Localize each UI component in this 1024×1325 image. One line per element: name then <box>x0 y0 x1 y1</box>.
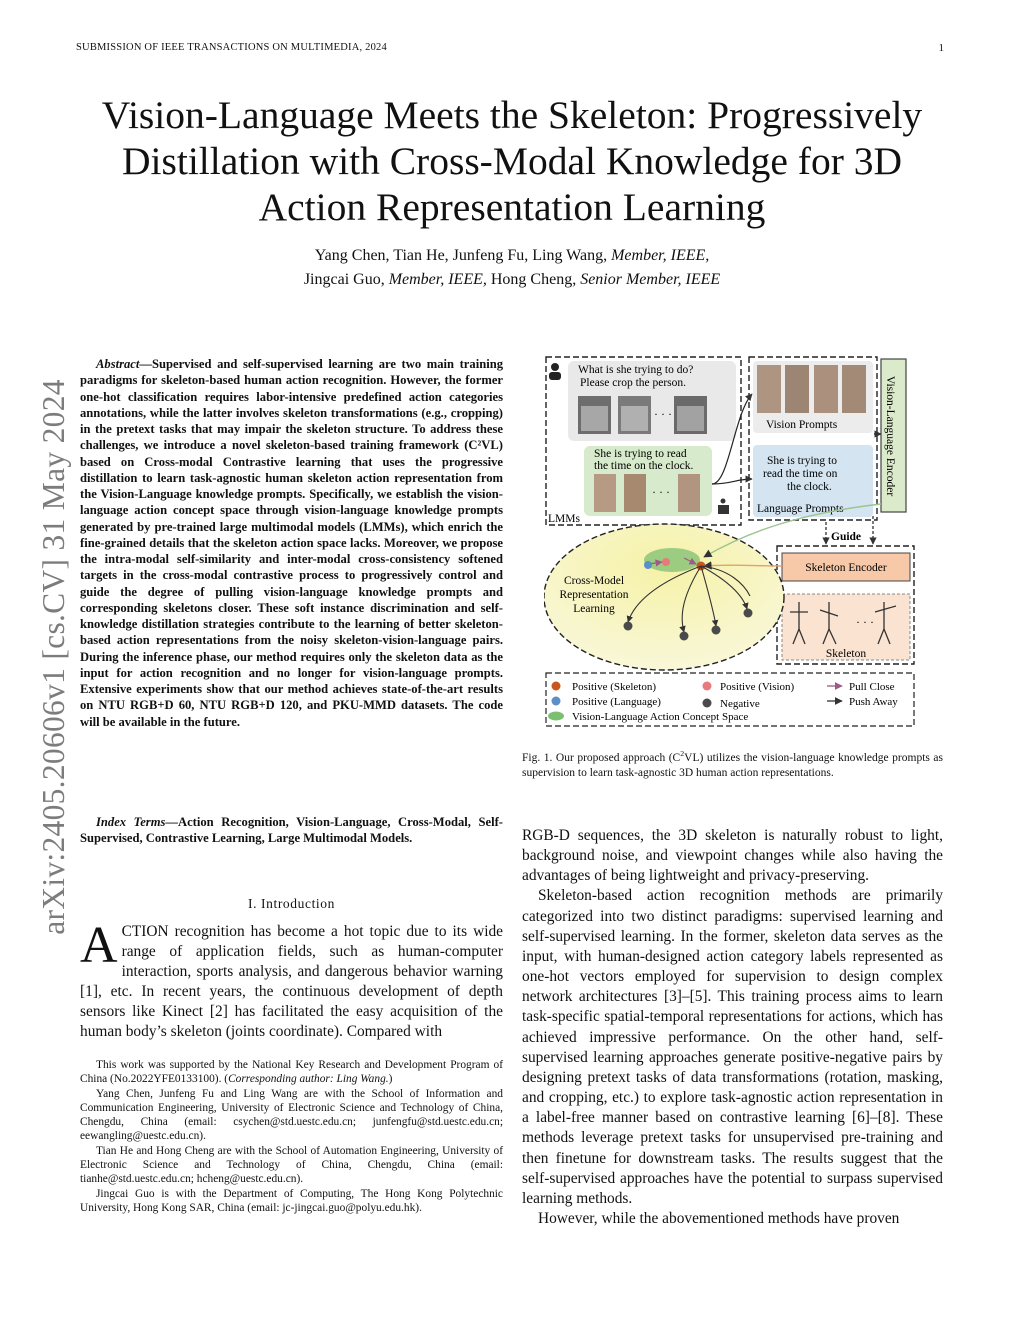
skeleton-label: Skeleton <box>825 648 867 660</box>
negative-node <box>744 609 753 618</box>
footnote-affiliation-3: Jingcai Guo is with the Department of Computing, The Hong Kong Polytechnic University, Hong Kong SAR, China (email: jc-jingcai.guo@polyu.edu.hk). <box>80 1187 503 1214</box>
cross-line-2: Representation <box>559 589 629 601</box>
section-heading: I. Introduction <box>248 896 335 911</box>
title-line-3: Action Representation Learning <box>258 185 766 229</box>
body-paragraph-2: Skeleton-based action recognition methods are primarily categorized into two distinct paradigms: supervised learning and self-supervised learning. In the former, skeleton data serves as the input, with human-designed action category labels represented as one-hot vectors employed for supervision to design complex network architectures [3]–[5]. This training process aims to learn task-specific spatial-temporal representations for actions, which has achieved impressive performance. On the other hand, self-supervised learning approaches generate positive-negative pairs by designing pretext tasks of data transformations (rotation, masking, and cropping, etc.) to explore task-agnostic action representation in a label-free manner based on contrastive learning [6]–[8]. These methods leverage pretext tasks for unsupervised pre-training and then finetune for downstream tasks. The results suggest that the self-supervised approaches have the potential to surpass supervised learning methods. <box>522 887 943 1207</box>
body-paragraph-1: RGB-D sequences, the 3D skeleton is naturally robust to light, background noise, and viewpoint changes while also having the advantages of being lightweight and privacy-preserving. <box>522 827 943 885</box>
legend-positive-language: Positive (Language) <box>572 696 661 708</box>
footnote-affiliation-2: Tian He and Hong Cheng are with the School of Automation Engineering, University of Electronic Science and Technology of China, Chengdu, China (email: tianhe@std.uestc.edu.cn; hcheng@uestc.edu.cn). <box>80 1144 503 1186</box>
encoder-to-space-arrow <box>704 565 782 566</box>
legend-positive-vision: Positive (Vision) <box>720 681 795 693</box>
author-line-2 <box>40 268 984 292</box>
footnote-funding-text: This work was supported by the National Key Research and Development Program of China (No.2022YFE0133100). ( <box>80 1059 503 1086</box>
author-list <box>40 244 984 292</box>
language-prompts-label: Language Prompts <box>757 503 844 515</box>
answer-line-2: the time on the clock. <box>594 460 694 472</box>
legend-skeleton-swatch <box>552 682 561 691</box>
positive-language-node <box>644 561 652 569</box>
legend-vision-swatch <box>703 682 712 691</box>
cross-line-1: Cross-Model <box>563 575 625 587</box>
language-box-line-1: She is trying to <box>767 455 837 467</box>
legend-concept-space: Vision-Language Action Concept Space <box>572 711 749 723</box>
frames-ellipsis: · · · <box>654 407 672 421</box>
legend-push-away: Push Away <box>849 696 898 708</box>
answer-line-1: She is trying to read <box>594 448 687 460</box>
question-line-2: Please crop the person. <box>580 377 687 389</box>
abstract <box>80 356 503 730</box>
legend-language-swatch <box>552 697 561 706</box>
title-line-2: Distillation with Cross-Modal Knowledge for 3D <box>121 139 903 183</box>
arxiv-stamp <box>36 342 72 972</box>
footnote-affiliation-1: Yang Chen, Junfeng Fu and Ling Wang are with the School of Information and Communication Engineering, University of Electronic Science and Technology of China, Chengdu, China (email: csychen@std.uestc.edu.cn; junfengfu@std.uestc.edu.cn; eewangling@uestc.edu.cn). <box>80 1087 503 1143</box>
footnotes <box>80 1058 503 1215</box>
lmms-label: LMMs <box>548 513 580 525</box>
arxiv-stamp-text: arXiv:2405.20606v1 [cs.CV] 31 May 2024 <box>36 379 71 935</box>
drop-cap: A <box>80 917 118 974</box>
vl-encoder-label: Vision-Language Encoder <box>884 375 896 497</box>
author-name-guo: Jingcai Guo, <box>303 271 389 288</box>
intro-paragraph <box>80 917 503 1042</box>
video-frames <box>578 396 707 434</box>
index-terms-label: Index Terms <box>96 815 166 829</box>
footnote-funding-close: ) <box>388 1073 393 1086</box>
index-terms-text: —Action Recognition, Vision-Language, Cross-Modal, Self-Supervised, Contrastive Learning, Large Multimodal Models. <box>80 815 503 846</box>
footnote-corresponding: Corresponding author: Ling Wang. <box>228 1073 389 1086</box>
abstract-label: Abstract <box>96 357 140 371</box>
author-role-cheng: Senior Member, IEEE <box>580 271 721 288</box>
robot-icon <box>718 499 729 515</box>
cross-line-3: Learning <box>573 603 615 615</box>
question-line-1: What is she trying to do? <box>578 364 694 376</box>
negative-node <box>712 626 721 635</box>
caption-rest: VL) utilizes the vision-language knowledge prompts as supervision to learn task-agnostic 3D human action representations. <box>522 752 943 779</box>
legend-pull-close: Pull Close <box>849 681 895 693</box>
user-icon <box>549 363 561 380</box>
legend-concept-swatch <box>548 712 564 721</box>
index-terms <box>80 814 503 847</box>
right-column-body <box>522 826 943 1229</box>
vision-prompts-label: Vision Prompts <box>766 419 838 431</box>
paper-title <box>40 92 984 230</box>
author-role-guo: Member, IEEE, <box>388 271 487 288</box>
author-role-1: Member, IEEE, <box>611 247 710 264</box>
author-names-1: Yang Chen, Tian He, Junfeng Fu, Ling Wang, <box>314 247 612 264</box>
title-line-1: Vision-Language Meets the Skeleton: Progressively <box>101 93 923 137</box>
legend-negative-swatch <box>703 699 712 708</box>
caption-sup: 2 <box>680 749 685 759</box>
positive-vision-node <box>662 558 670 566</box>
negative-node <box>624 622 633 631</box>
abstract-text: —Supervised and self-supervised learning are two main training paradigms for skeleton-based human action recognition. However, the former one-hot classification requires labor-intensive predefined action categories annotations, while the latter involves skeleton transformations (e.g., cropping) in the pretext tasks that may impair the skeleton structure. To address these challenges, we introduce a novel skeleton-based training framework (C²VL) based on Cross-modal Contrastive learning that uses the progressive distillation to learn task-agnostic human skeleton action representation from the Vision-Language knowledge prompts. Specifically, we establish the vision-language action concept space through vision-language knowledge prompts generated by pre-trained large multimodal models (LMMs), which enrich the fine-grained details that the skeleton action space lacks. Moreover, we propose the intra-modal self-similarity and inter-modal cross-consistency softened targets in the cross-modal contrastive process to progressively control and guide the degree of pulling vision-language knowledge prompts and corresponding skeletons closer. These soft instance discrimination and self-knowledge distillation strategies contribute to the learning of better skeleton-based action representations from the noisy skeleton-vision-language pairs. During the inference phase, our method requires only the skeleton data as the input for action recognition and no longer for vision-language prompts. Extensive experiments show that our method achieves state-of-the-art results on NTU RGB+D 60, NTU RGB+D 120, and PKU-MMD datasets. The code will be available in the future. <box>80 357 503 729</box>
caption-prefix: Fig. 1. Our proposed approach (C <box>522 752 681 764</box>
figure-1 <box>544 354 946 729</box>
concept-space-blob <box>644 548 700 572</box>
intro-text: CTION recognition has become a hot topic due to its wide range of application fields, such as human-computer interaction, sports analysis, and dangerous behavior warning [1], etc. In recent years, the continuous development of depth sensors like Kinect [2] has facilitated the easy acquisition of the human body’s skeleton (joints coordinate). Compared with <box>80 923 503 1040</box>
legend-positive-skeleton: Positive (Skeleton) <box>572 681 657 693</box>
page-number: 1 <box>938 42 944 54</box>
legend-negative: Negative <box>720 698 760 710</box>
guide-label: Guide <box>831 531 862 543</box>
skeleton-encoder-label: Skeleton Encoder <box>805 562 887 574</box>
figure-caption <box>522 751 943 780</box>
running-head: SUBMISSION OF IEEE TRANSACTIONS ON MULTIMEDIA, 2024 <box>76 42 387 53</box>
skeleton-ellipsis: · · · <box>856 615 874 629</box>
crops-ellipsis: · · · <box>652 485 670 499</box>
body-paragraph-3: However, while the abovementioned methods have proven <box>538 1209 900 1227</box>
author-line-1 <box>40 244 984 268</box>
negative-node <box>680 632 689 641</box>
author-name-cheng: Hong Cheng, <box>486 271 581 288</box>
language-box-line-2: read the time on <box>763 468 838 480</box>
language-box-line-3: the clock. <box>787 481 832 493</box>
footnote-funding <box>80 1058 503 1087</box>
